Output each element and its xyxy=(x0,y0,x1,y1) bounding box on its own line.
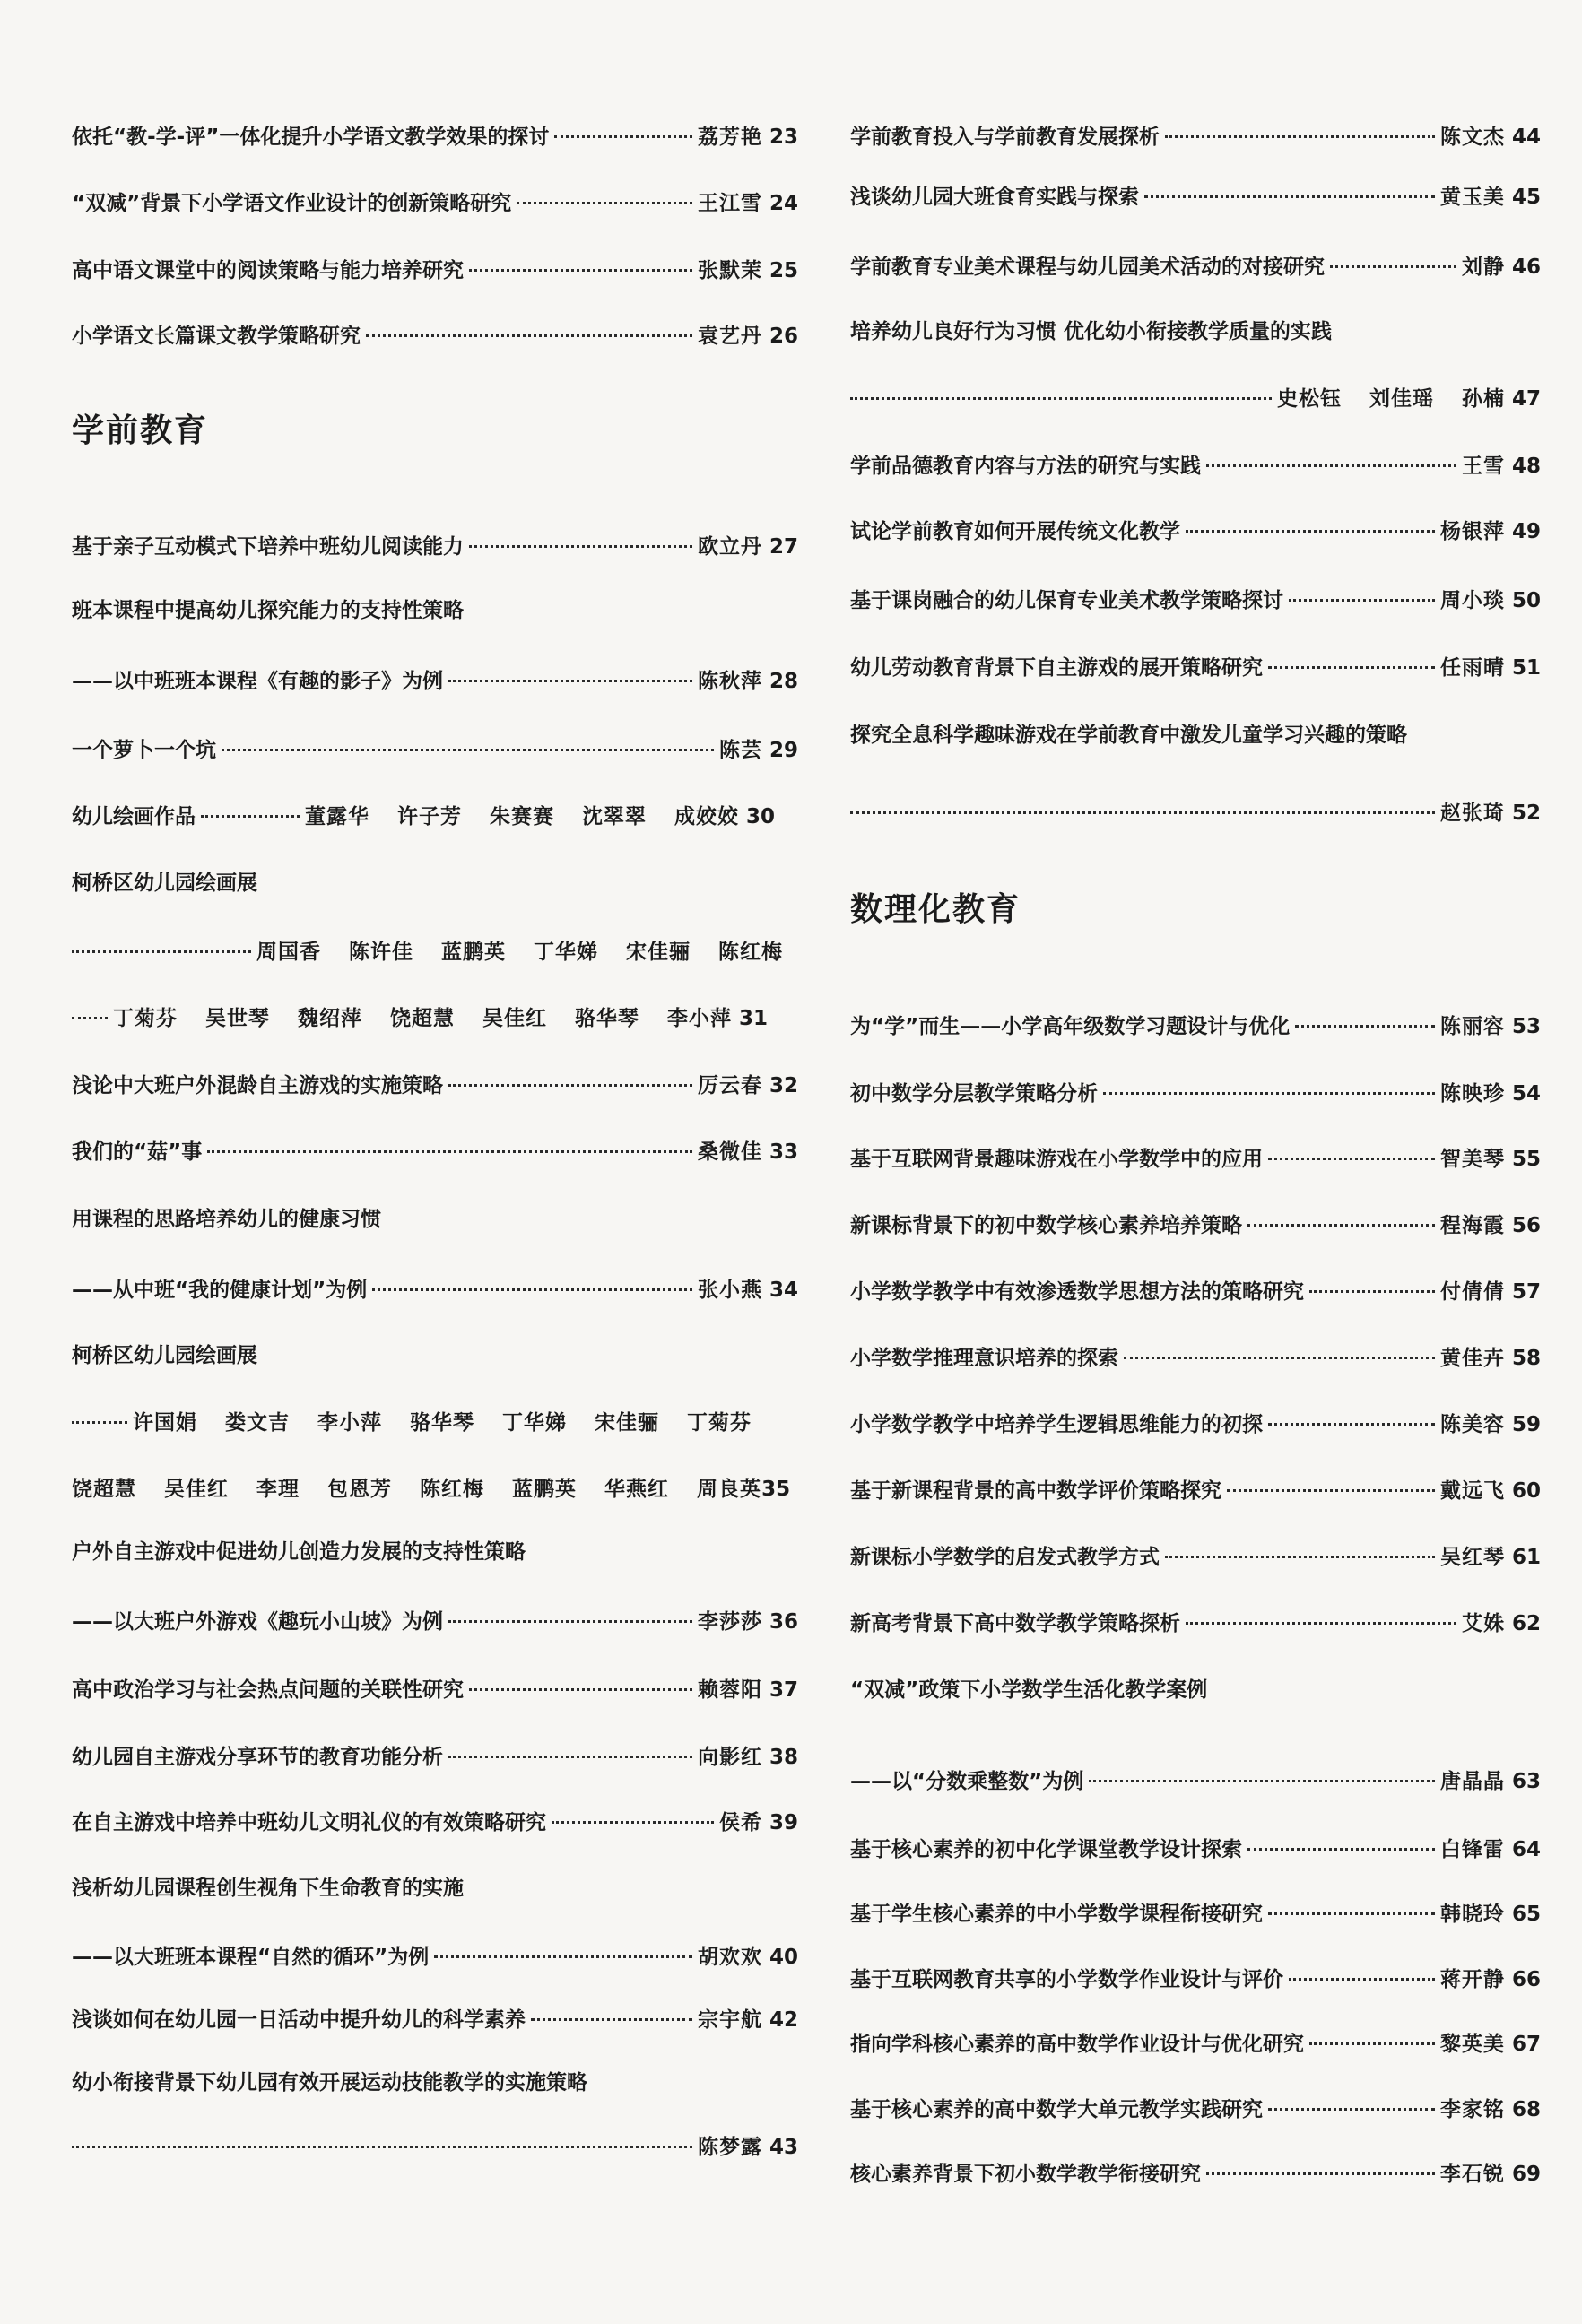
dot-leader xyxy=(1206,2172,1435,2175)
entry-page: 38 xyxy=(769,1746,798,1769)
entry-page: 36 xyxy=(769,1610,798,1634)
entry-page: 53 xyxy=(1511,1015,1541,1038)
entry-author: 白锋雷 xyxy=(1439,1838,1505,1861)
entry-title: 指向学科核心素养的高中数学作业设计与优化研究 xyxy=(850,2033,1304,2056)
toc-entry[interactable] xyxy=(850,1212,1541,1239)
entry-author: 张小燕 xyxy=(697,1279,762,1302)
entry-author: 李莎莎 xyxy=(697,1610,762,1634)
entry-title: 基于互联网教育共享的小学数学作业设计与评价 xyxy=(850,1968,1283,1991)
entry-title: 基于互联网背景趣味游戏在小学数学中的应用 xyxy=(850,1148,1263,1171)
dot-leader xyxy=(1247,1848,1435,1851)
entry-page: 47 xyxy=(1511,387,1541,411)
entry-author: 付倩倩 xyxy=(1439,1280,1505,1304)
entry-author: 杨银萍 xyxy=(1439,520,1505,543)
entry-title: 浅析幼儿园课程创生视角下生命教育的实施 xyxy=(72,1877,464,1900)
entry-title: “双减”背景下小学语文作业设计的创新策略研究 xyxy=(72,192,512,215)
dot-leader xyxy=(1186,1622,1456,1625)
entry-author: 李石锐 xyxy=(1439,2163,1505,2186)
toc-entry[interactable] xyxy=(72,2134,798,2161)
dot-leader xyxy=(434,1955,692,1958)
entry-subtitle: ——从中班“我的健康计划”为例 xyxy=(72,1279,368,1302)
entry-page: 39 xyxy=(769,1811,798,1834)
entry-author: 袁艺丹 xyxy=(697,325,762,348)
entry-title: 小学数学教学中有效渗透数学思想方法的策略研究 xyxy=(850,1280,1304,1304)
entry-page: 66 xyxy=(1511,1968,1541,1991)
entry-title: 基于新课程背景的高中数学评价策略探究 xyxy=(850,1479,1221,1503)
toc-entry[interactable] xyxy=(850,1279,1541,1305)
entry-title: 班本课程中提高幼儿探究能力的支持性策略 xyxy=(72,599,464,622)
toc-entry[interactable] xyxy=(72,1476,798,1503)
entry-page: 59 xyxy=(1511,1413,1541,1436)
entry-page: 57 xyxy=(1511,1280,1541,1304)
toc-entry[interactable] xyxy=(72,1944,798,1971)
toc-entry[interactable] xyxy=(72,124,798,151)
entry-author: 赵张琦 xyxy=(1439,802,1505,825)
toc-entry[interactable] xyxy=(850,386,1541,412)
entry-author: 王江雪 xyxy=(697,192,762,215)
entry-page: 52 xyxy=(1511,802,1541,825)
dot-leader xyxy=(1206,464,1456,467)
entry-author: 韩晓玲 xyxy=(1439,1903,1505,1926)
entry-title: 基于核心素养的高中数学大单元教学实践研究 xyxy=(850,2098,1263,2121)
entry-page: 23 xyxy=(769,126,798,149)
entry-author: 陈芸 xyxy=(718,739,762,762)
toc-entry-title-line[interactable] xyxy=(72,1206,798,1233)
entry-page: 45 xyxy=(1511,186,1541,209)
entry-page: 67 xyxy=(1511,2033,1541,2056)
toc-entry[interactable] xyxy=(850,1080,1541,1107)
toc-entry-title-line[interactable] xyxy=(850,318,1541,345)
dot-leader xyxy=(1268,1158,1435,1160)
toc-entry[interactable] xyxy=(72,1609,798,1635)
toc-entry[interactable] xyxy=(72,1072,798,1099)
toc-entry[interactable] xyxy=(850,254,1541,281)
entry-author: 黎英美 xyxy=(1439,2033,1505,2056)
entry-author: 任雨晴 xyxy=(1439,656,1505,680)
entry-author: 陈秋萍 xyxy=(697,670,762,693)
entry-title: 初中数学分层教学策略分析 xyxy=(850,1082,1098,1106)
toc-entry[interactable] xyxy=(72,803,798,830)
dot-leader xyxy=(850,397,1272,400)
entry-page: 35 xyxy=(761,1478,791,1501)
entry-author: 艾姝 xyxy=(1461,1612,1505,1635)
entry-title: 新高考背景下高中数学教学策略探析 xyxy=(850,1612,1180,1635)
dot-leader xyxy=(448,1084,692,1087)
toc-entry-title-line[interactable] xyxy=(72,597,798,624)
dot-leader xyxy=(1124,1357,1435,1359)
entry-page: 64 xyxy=(1511,1838,1541,1861)
entry-page: 65 xyxy=(1511,1903,1541,1926)
entry-author: 厉云春 xyxy=(697,1074,762,1097)
entry-page: 44 xyxy=(1511,126,1541,149)
toc-entry[interactable] xyxy=(850,1013,1541,1040)
entry-authors: 董露华 许子芳 朱赛赛 沈翠翠 成姣姣 xyxy=(305,805,740,828)
dot-leader xyxy=(1309,2042,1435,2045)
entry-title: 学前教育专业美术课程与幼儿园美术活动的对接研究 xyxy=(850,256,1325,279)
entry-author: 宗宇航 xyxy=(697,2008,762,2032)
dot-leader xyxy=(72,1421,127,1424)
dot-leader xyxy=(1165,135,1435,138)
toc-entry[interactable] xyxy=(850,1966,1541,1993)
entry-page: 50 xyxy=(1511,589,1541,612)
entry-author: 吴红琴 xyxy=(1439,1546,1505,1569)
entry-author: 黄佳卉 xyxy=(1439,1347,1505,1370)
entry-author: 陈美容 xyxy=(1439,1413,1505,1436)
entry-title: 基于课岗融合的幼儿保育专业美术教学策略探讨 xyxy=(850,589,1283,612)
entry-subtitle: ——以中班班本课程《有趣的影子》为例 xyxy=(72,670,443,693)
dot-leader xyxy=(1289,1978,1435,1981)
entry-title: 学前品德教育内容与方法的研究与实践 xyxy=(850,455,1201,478)
entry-page: 55 xyxy=(1511,1148,1541,1171)
entry-title: 核心素养背景下初小数学教学衔接研究 xyxy=(850,2163,1201,2186)
dot-leader xyxy=(850,811,1435,814)
dot-leader xyxy=(448,1620,692,1623)
entry-page: 69 xyxy=(1511,2163,1541,2186)
entry-author: 周小琰 xyxy=(1439,589,1505,612)
entry-subtitle: ——以大班户外游戏《趣玩小山坡》为例 xyxy=(72,1610,443,1634)
toc-entry[interactable] xyxy=(850,800,1541,827)
entry-author: 荔芳艳 xyxy=(697,126,762,149)
entry-page: 63 xyxy=(1511,1770,1541,1793)
entry-page: 60 xyxy=(1511,1479,1541,1503)
dot-leader xyxy=(207,1150,692,1153)
entry-title: 浅谈幼儿园大班食育实践与探索 xyxy=(850,186,1139,209)
toc-entry[interactable] xyxy=(850,1411,1541,1438)
toc-entry[interactable] xyxy=(850,1146,1541,1173)
toc-entry[interactable] xyxy=(850,2031,1541,2058)
entry-title: 依托“教-学-评”一体化提升小学语文教学效果的探讨 xyxy=(72,126,550,149)
dot-leader xyxy=(552,1821,714,1824)
entry-author: 王雪 xyxy=(1461,455,1505,478)
entry-title: 浅谈如何在幼儿园一日活动中提升幼儿的科学素养 xyxy=(72,2008,526,2032)
entry-title: 幼儿园自主游戏分享环节的教育功能分析 xyxy=(72,1746,443,1769)
toc-entry[interactable] xyxy=(72,323,798,350)
entry-author: 陈丽容 xyxy=(1439,1015,1505,1038)
toc-entry-names-line[interactable] xyxy=(72,939,798,966)
toc-entry-title-line[interactable] xyxy=(72,1875,798,1902)
entry-author: 刘静 xyxy=(1461,256,1505,279)
entry-page: 27 xyxy=(769,535,798,559)
dot-leader xyxy=(469,1688,692,1691)
dot-leader xyxy=(1186,530,1435,533)
entry-author: 陈文杰 xyxy=(1439,126,1505,149)
entry-title: 一个萝卜一个坑 xyxy=(72,739,216,762)
dot-leader xyxy=(1268,1912,1435,1915)
toc-entry[interactable] xyxy=(850,1544,1541,1571)
dot-leader xyxy=(1268,2108,1435,2111)
entry-title: 小学数学教学中培养学生逻辑思维能力的初探 xyxy=(850,1413,1263,1436)
entry-subtitle: ——以大班班本课程“自然的循环”为例 xyxy=(72,1946,430,1969)
entry-page: 54 xyxy=(1511,1082,1541,1106)
section-title-preschool: 学前教育 xyxy=(72,412,209,449)
entry-authors: 饶超慧 吴佳红 李理 包恩芳 陈红梅 蓝鹏英 华燕红 周良英 xyxy=(72,1478,762,1501)
entry-page: 42 xyxy=(769,2008,798,2032)
entry-page: 62 xyxy=(1511,1612,1541,1635)
entry-page: 58 xyxy=(1511,1347,1541,1370)
toc-entry-title-line[interactable] xyxy=(72,870,798,897)
toc-entry[interactable] xyxy=(850,453,1541,480)
toc-entry[interactable] xyxy=(850,1836,1541,1863)
entry-page: 25 xyxy=(769,259,798,282)
toc-entry[interactable] xyxy=(72,1005,798,1032)
toc-entry[interactable] xyxy=(72,533,798,560)
dot-leader xyxy=(1268,1423,1435,1426)
dot-leader xyxy=(72,2146,692,2148)
entry-title: 小学数学推理意识培养的探索 xyxy=(850,1347,1118,1370)
dot-leader xyxy=(531,2018,692,2021)
toc-entry[interactable] xyxy=(850,655,1541,681)
entry-title: 小学语文长篇课文教学策略研究 xyxy=(72,325,361,348)
entry-author: 李家铭 xyxy=(1439,2098,1505,2121)
dot-leader xyxy=(366,334,692,337)
entry-page: 28 xyxy=(769,670,798,693)
toc-entry[interactable] xyxy=(850,587,1541,614)
entry-title: 高中政治学习与社会热点问题的关联性研究 xyxy=(72,1678,464,1702)
dot-leader xyxy=(1268,666,1435,669)
entry-title: 幼儿劳动教育背景下自主游戏的展开策略研究 xyxy=(850,656,1263,680)
entry-author: 唐晶晶 xyxy=(1439,1770,1505,1793)
entry-page: 48 xyxy=(1511,455,1541,478)
entry-page: 40 xyxy=(769,1946,798,1969)
dot-leader xyxy=(1144,195,1435,198)
dot-leader xyxy=(1309,1290,1435,1293)
entry-title: 培养幼儿良好行为习惯 优化幼小衔接教学质量的实践 xyxy=(850,320,1333,343)
entry-title: 户外自主游戏中促进幼儿创造力发展的支持性策略 xyxy=(72,1540,526,1564)
dot-leader xyxy=(1295,1025,1435,1028)
entry-page: 33 xyxy=(769,1140,798,1164)
dot-leader xyxy=(72,950,251,953)
entry-author: 戴远飞 xyxy=(1439,1479,1505,1503)
dot-leader xyxy=(1330,265,1456,268)
entry-author: 向影红 xyxy=(697,1746,762,1769)
toc-entry[interactable] xyxy=(72,668,798,695)
toc-entry[interactable] xyxy=(72,1744,798,1771)
dot-leader xyxy=(1089,1780,1435,1782)
dot-leader xyxy=(1247,1224,1435,1227)
entry-title: 柯桥区幼儿园绘画展 xyxy=(72,1344,257,1367)
toc-entry[interactable] xyxy=(850,1610,1541,1637)
dot-leader xyxy=(1165,1556,1435,1558)
entry-title: 学前教育投入与学前教育发展探析 xyxy=(850,126,1160,149)
toc-entry[interactable] xyxy=(72,190,798,217)
entry-authors: 许国娟 娄文吉 李小萍 骆华琴 丁华娣 宋佳骊 丁菊芬 xyxy=(133,1411,752,1435)
entry-author: 张默茉 xyxy=(697,259,762,282)
entry-author: 黄玉美 xyxy=(1439,186,1505,209)
entry-page: 30 xyxy=(746,805,776,828)
entry-title: 为“学”而生——小学高年级数学习题设计与优化 xyxy=(850,1015,1291,1038)
toc-entry[interactable] xyxy=(850,1901,1541,1928)
entry-title: 基于学生核心素养的中小学数学课程衔接研究 xyxy=(850,1903,1263,1926)
dot-leader xyxy=(469,545,692,548)
entry-author: 侯希 xyxy=(718,1811,762,1834)
toc-entry[interactable] xyxy=(850,1768,1541,1795)
toc-entry[interactable] xyxy=(72,1139,798,1166)
entry-title: 幼小衔接背景下幼儿园有效开展运动技能教学的实施策略 xyxy=(72,2071,587,2094)
entry-title: 基于核心素养的初中化学课堂教学设计探索 xyxy=(850,1838,1242,1861)
dot-leader xyxy=(469,269,692,272)
dot-leader xyxy=(1103,1092,1435,1095)
entry-authors: 周国香 陈许佳 蓝鹏英 丁华娣 宋佳骊 陈红梅 xyxy=(256,941,784,964)
dot-leader xyxy=(1289,599,1435,602)
dot-leader xyxy=(201,815,300,818)
toc-entry[interactable] xyxy=(850,124,1541,151)
toc-entry[interactable] xyxy=(72,1809,798,1836)
entry-author: 陈梦露 xyxy=(697,2136,762,2159)
toc-entry[interactable] xyxy=(850,1345,1541,1372)
dot-leader xyxy=(448,680,692,682)
dot-leader xyxy=(554,135,692,138)
entry-page: 37 xyxy=(769,1678,798,1702)
entry-page: 49 xyxy=(1511,520,1541,543)
entry-title: 试论学前教育如何开展传统文化教学 xyxy=(850,520,1180,543)
entry-title: 幼儿绘画作品 xyxy=(72,805,196,828)
dot-leader xyxy=(222,749,714,751)
toc-entry[interactable] xyxy=(850,2096,1541,2123)
entry-author: 蒋开静 xyxy=(1439,1968,1505,1991)
entry-title: 新课标小学数学的启发式教学方式 xyxy=(850,1546,1160,1569)
entry-subtitle: ——以“分数乘整数”为例 xyxy=(850,1770,1084,1793)
entry-page: 26 xyxy=(769,325,798,348)
toc-entry-title-line[interactable] xyxy=(850,722,1541,749)
entry-page: 31 xyxy=(739,1007,769,1030)
entry-title: 基于亲子互动模式下培养中班幼儿阅读能力 xyxy=(72,535,464,559)
entry-title: 在自主游戏中培养中班幼儿文明礼仪的有效策略研究 xyxy=(72,1811,546,1834)
entry-title: “双减”政策下小学数学生活化教学案例 xyxy=(850,1678,1208,1702)
toc-entry[interactable] xyxy=(72,737,798,764)
dot-leader xyxy=(448,1756,692,1758)
toc-entry[interactable] xyxy=(72,2007,798,2034)
toc-entry[interactable] xyxy=(850,1478,1541,1505)
toc-entry[interactable] xyxy=(72,257,798,284)
toc-entry[interactable] xyxy=(72,1677,798,1704)
entry-page: 46 xyxy=(1511,256,1541,279)
dot-leader xyxy=(1227,1489,1435,1492)
toc-entry[interactable] xyxy=(850,2161,1541,2188)
entry-title: 新课标背景下的初中数学核心素养培养策略 xyxy=(850,1214,1242,1237)
dot-leader xyxy=(372,1288,692,1291)
entry-title: 高中语文课堂中的阅读策略与能力培养研究 xyxy=(72,259,464,282)
entry-page: 51 xyxy=(1511,656,1541,680)
entry-page: 34 xyxy=(769,1279,798,1302)
dot-leader xyxy=(517,202,692,204)
entry-title: 柯桥区幼儿园绘画展 xyxy=(72,872,257,895)
entry-author: 胡欢欢 xyxy=(697,1946,762,1969)
entry-page: 24 xyxy=(769,192,798,215)
toc-entry-title-line[interactable] xyxy=(72,2069,798,2096)
entry-page: 43 xyxy=(769,2136,798,2159)
entry-authors: 丁菊芬 吴世琴 魏绍萍 饶超慧 吴佳红 骆华琴 李小萍 xyxy=(113,1007,733,1030)
entry-author: 欧立丹 xyxy=(697,535,762,559)
entry-author: 桑微佳 xyxy=(697,1140,762,1164)
dot-leader xyxy=(72,1017,108,1019)
toc-entry-title-line[interactable] xyxy=(72,1342,798,1369)
toc-entry-title-line[interactable] xyxy=(850,1677,1541,1704)
entry-page: 29 xyxy=(769,739,798,762)
toc-entry[interactable] xyxy=(850,184,1541,211)
entry-title: 用课程的思路培养幼儿的健康习惯 xyxy=(72,1208,381,1231)
entry-title: 浅论中大班户外混龄自主游戏的实施策略 xyxy=(72,1074,443,1097)
entry-page: 68 xyxy=(1511,2098,1541,2121)
entry-title: 我们的“菇”事 xyxy=(72,1140,203,1164)
section-title-math: 数理化教育 xyxy=(850,891,1021,928)
entry-page: 61 xyxy=(1511,1546,1541,1569)
entry-author: 程海霞 xyxy=(1439,1214,1505,1237)
entry-authors: 史松钰 刘佳瑶 孙楠 xyxy=(1276,387,1505,411)
toc-entry-names-line[interactable] xyxy=(72,1409,798,1436)
entry-page: 56 xyxy=(1511,1214,1541,1237)
toc-entry[interactable] xyxy=(72,1277,798,1304)
entry-author: 陈映珍 xyxy=(1439,1082,1505,1106)
toc-entry-title-line[interactable] xyxy=(72,1539,798,1565)
entry-page: 32 xyxy=(769,1074,798,1097)
entry-author: 智美琴 xyxy=(1439,1148,1505,1171)
entry-author: 赖蓉阳 xyxy=(697,1678,762,1702)
entry-title: 探究全息科学趣味游戏在学前教育中激发儿童学习兴趣的策略 xyxy=(850,724,1407,747)
toc-entry[interactable] xyxy=(850,518,1541,545)
